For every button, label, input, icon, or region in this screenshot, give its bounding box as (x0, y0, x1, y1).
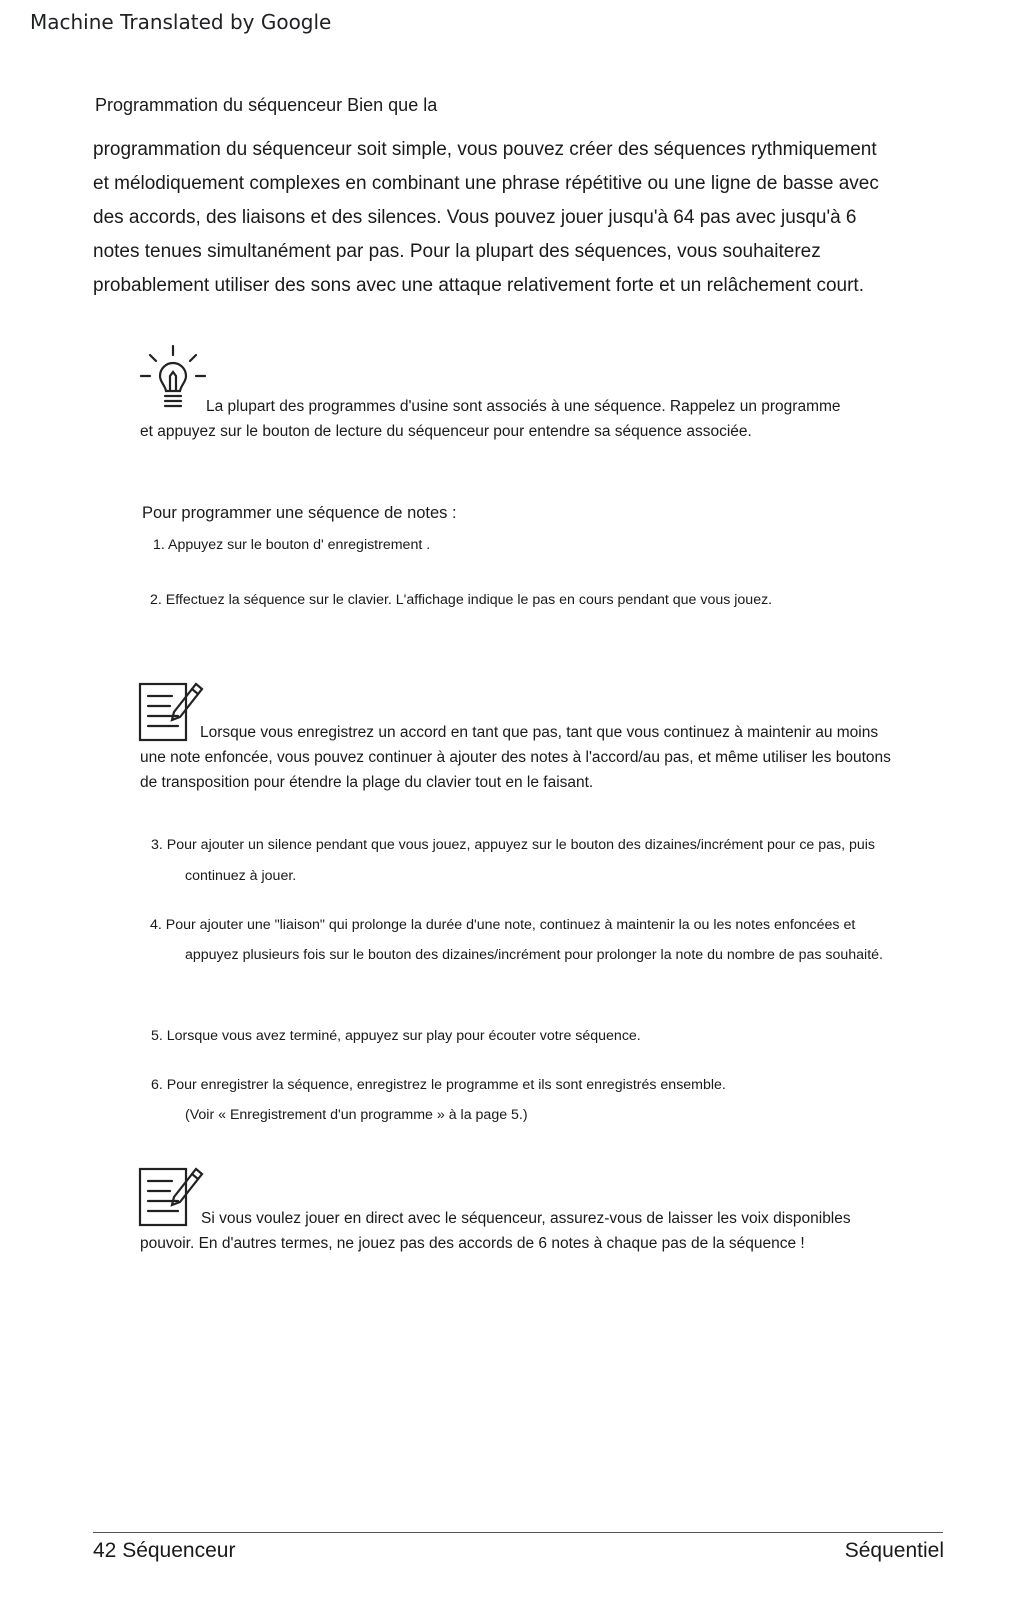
note-recording-chords (140, 720, 891, 795)
note-line: pouvoir. En d'autres termes, ne jouez pas des accords de 6 notes à chaque pas de la séquence ! (140, 1235, 805, 1252)
tip-lightbulb (140, 394, 841, 444)
section-heading: Programmation du séquenceur Bien que la (95, 95, 438, 115)
step-3-continued: continuez à jouer. (185, 868, 297, 884)
tip-line: et appuyez sur le bouton de lecture du séquenceur pour entendre sa séquence associée. (140, 423, 752, 440)
step-6: 6. Pour enregistrer la séquence, enregistrez le programme et ils sont enregistrés ensemble. (151, 1077, 726, 1093)
footer-page-label: 42 Séquenceur (93, 1539, 236, 1562)
step-2: 2. Effectuez la séquence sur le clavier. L'affichage indique le pas en cours pendant que vous jouez. (150, 592, 773, 608)
step-5: 5. Lorsque vous avez terminé, appuyez sur play pour écouter votre séquence. (151, 1028, 641, 1044)
intro-line: programmation du séquenceur soit simple, vous pouvez créer des séquences rythmiquement (93, 139, 877, 160)
intro-line: notes tenues simultanément par pas. Pour la plupart des séquences, vous souhaiterez (93, 241, 821, 262)
step-3: 3. Pour ajouter un silence pendant que vous jouez, appuyez sur le bouton des dizaines/incrément pour ce pas, puis (151, 837, 876, 853)
footer-brand: Séquentiel (844, 1539, 944, 1562)
step-4-continued: appuyez plusieurs fois sur le bouton des dizaines/incrément pour prolonger la note du nombre de pas souhaité. (185, 947, 883, 963)
step-4: 4. Pour ajouter une "liaison" qui prolonge la durée d'une note, continuez à maintenir la ou les notes enfoncées et (150, 917, 856, 933)
translation-banner: Machine Translated by Google (30, 10, 332, 34)
intro-paragraph (93, 133, 933, 303)
step-6-reference: (Voir « Enregistrement d'un programme » à la page 5.) (185, 1107, 528, 1123)
note-line: Lorsque vous enregistrez un accord en tant que pas, tant que vous continuez à maintenir au moins (200, 724, 879, 741)
note-live-play (140, 1206, 851, 1256)
note-line: Si vous voulez jouer en direct avec le séquenceur, assurez-vous de laisser les voix disponibles (201, 1210, 851, 1227)
note-line: de transposition pour étendre la plage du clavier tout en le faisant. (140, 774, 594, 791)
steps-heading: Pour programmer une séquence de notes : (142, 504, 457, 522)
intro-line: probablement utiliser des sons avec une attaque relativement forte et un relâchement court. (93, 275, 864, 296)
intro-line: et mélodiquement complexes en combinant une phrase répétitive ou une ligne de basse avec (93, 173, 879, 194)
intro-line: des accords, des liaisons et des silences. Vous pouvez jouer jusqu'à 64 pas avec jusqu'à 6 (93, 207, 857, 228)
step-1: 1. Appuyez sur le bouton d' enregistrement . (153, 537, 431, 553)
footer-divider (93, 1532, 943, 1533)
tip-line: La plupart des programmes d'usine sont associés à une séquence. Rappelez un programme (206, 398, 841, 415)
note-line: une note enfoncée, vous pouvez continuer à ajouter des notes à l'accord/au pas, et même utiliser les boutons (140, 749, 891, 766)
